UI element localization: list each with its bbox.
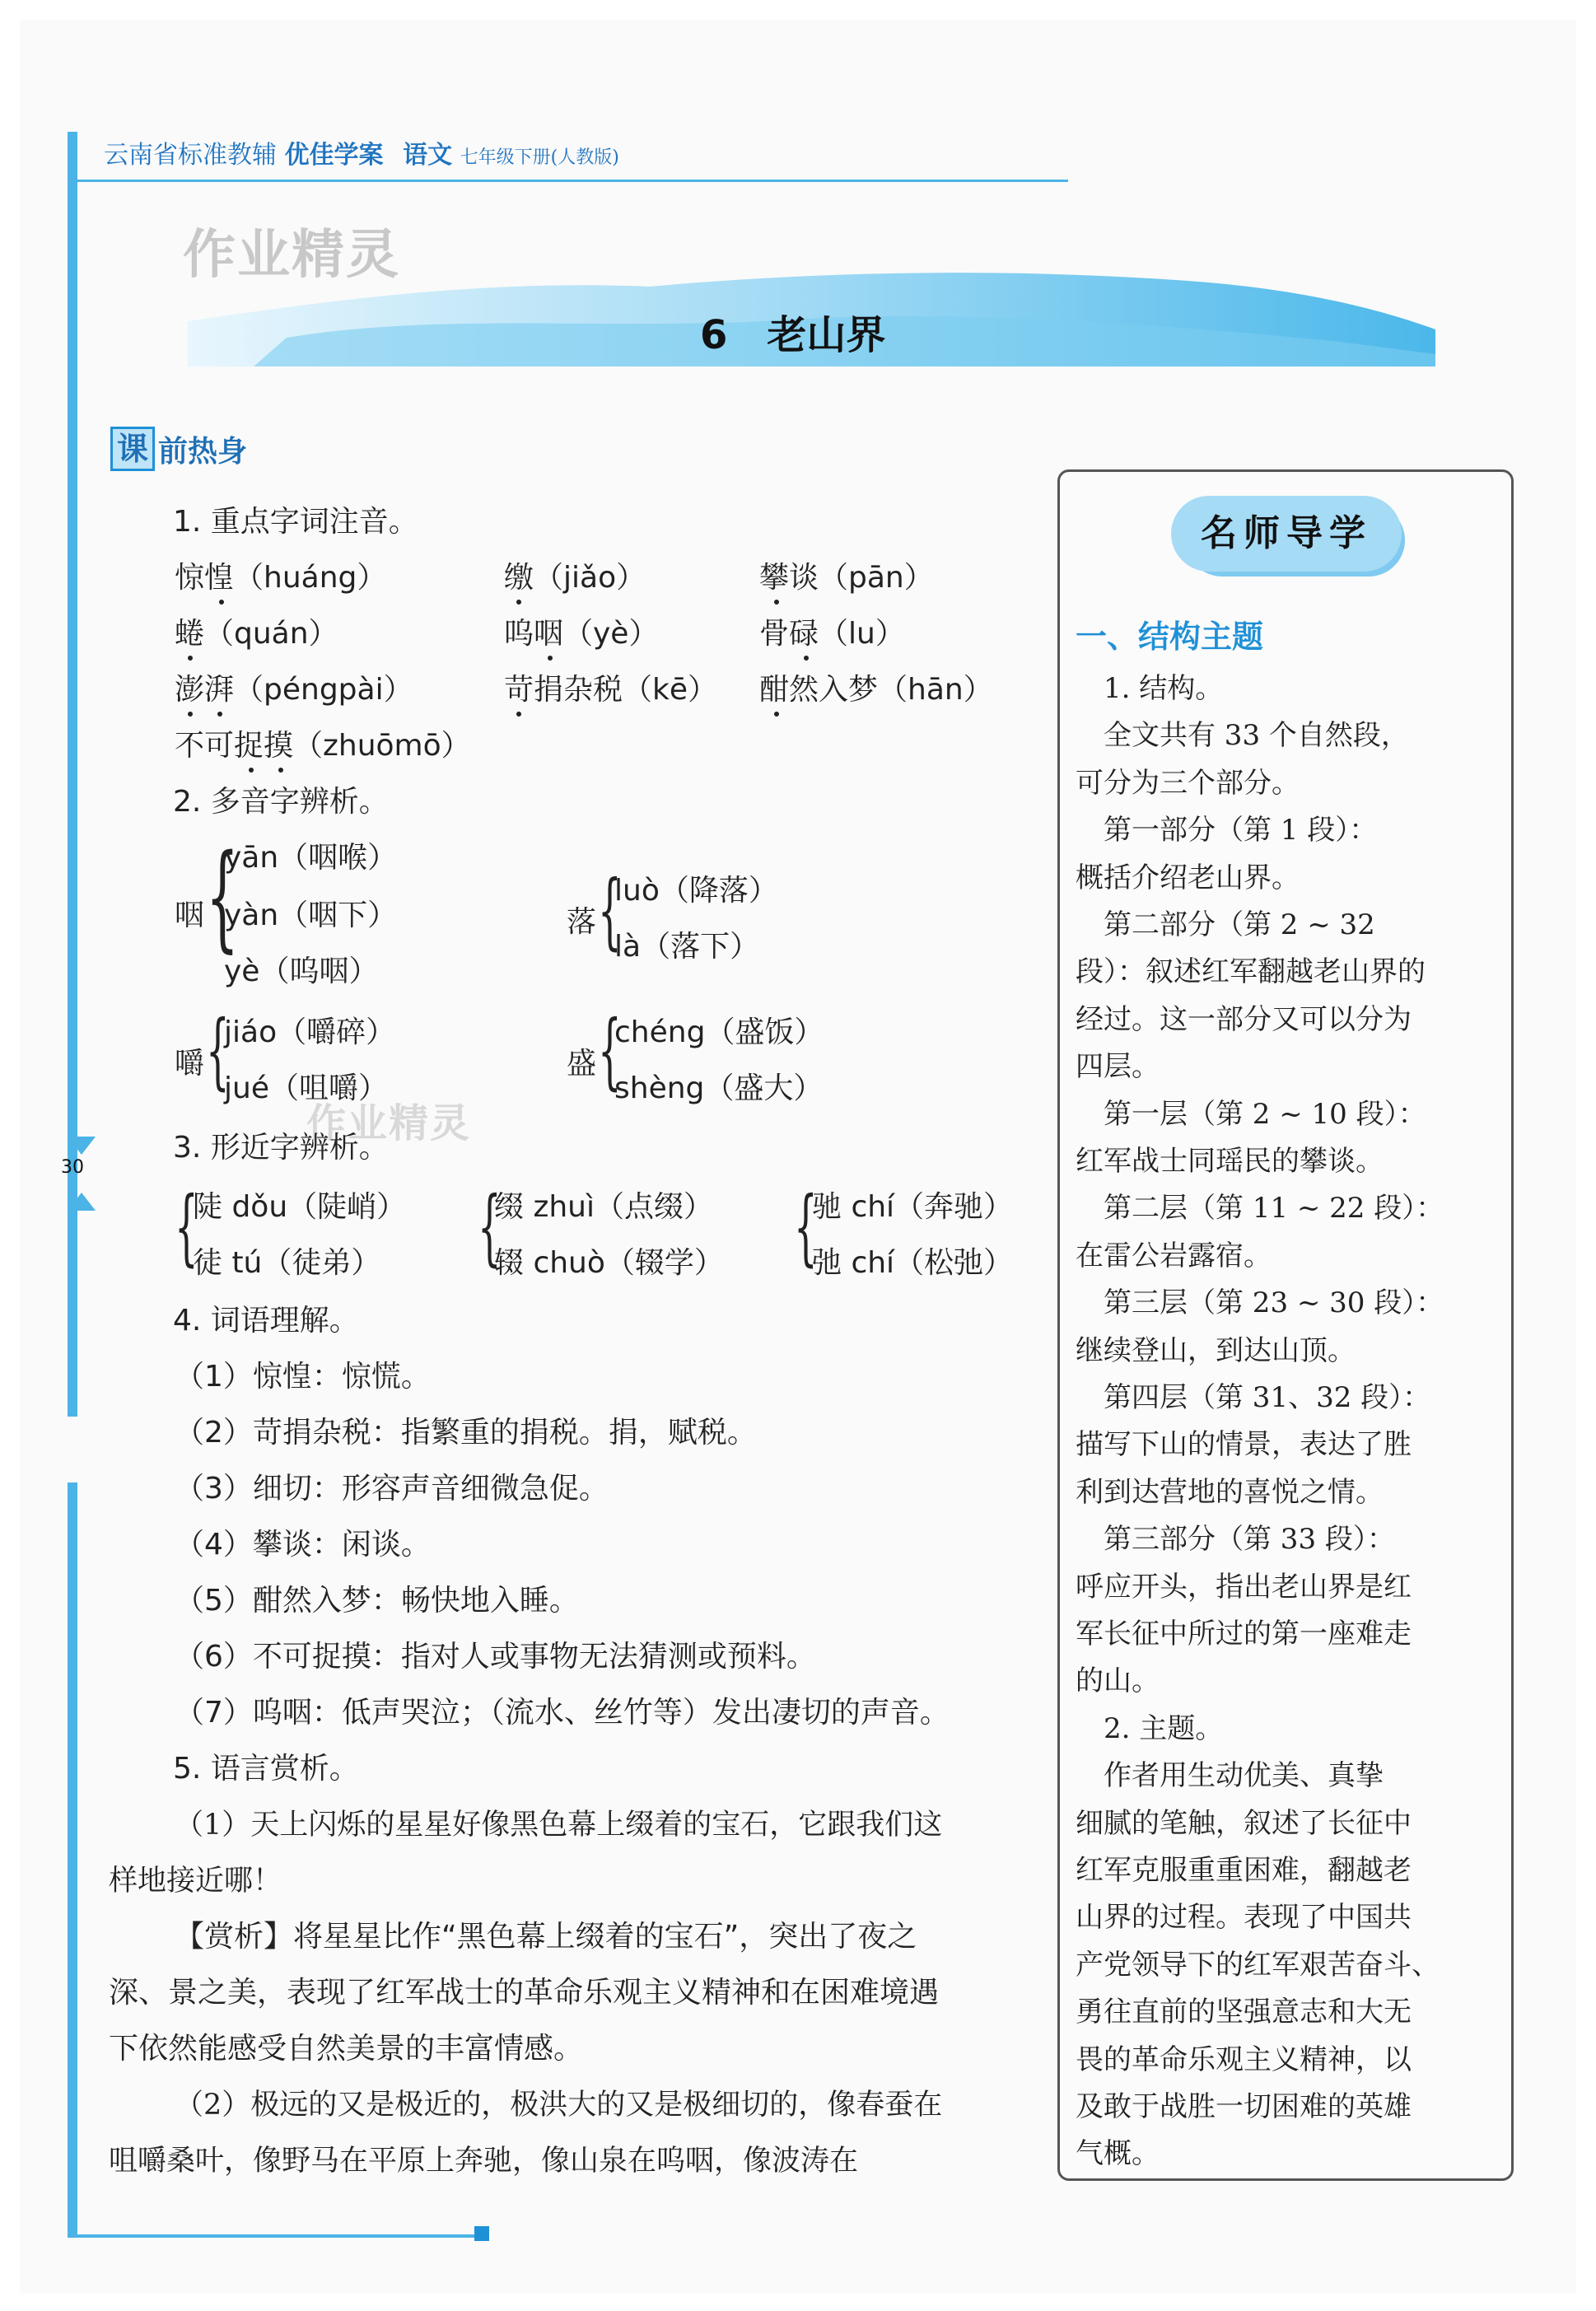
- brace: {: [175, 1179, 198, 1275]
- pinyin-item: 呜咽（yè）: [504, 617, 659, 651]
- vocab-item: （3）细切：形容声音细微急促。: [175, 1472, 609, 1506]
- polyphone-reading: yàn（咽下）: [224, 899, 398, 932]
- guide-line: 细腻的笔触，叙述了长征中: [1076, 1806, 1412, 1840]
- similar-item: 徒 tú（徒弟）: [193, 1246, 381, 1280]
- polyphone-reading: chéng（盛饭）: [614, 1015, 824, 1049]
- brace: {: [794, 1179, 818, 1275]
- pinyin-item: 蜷（quán）: [175, 617, 338, 651]
- guide-line: 第一部分（第 1 段）：: [1076, 814, 1378, 847]
- polyphone-reading: yān（咽喉）: [224, 841, 398, 875]
- section-heading: [110, 427, 247, 476]
- page-number-marker-top: [68, 1137, 96, 1155]
- quote-2-line: 咀嚼桑叶，像野马在平原上奔驰，像山泉在呜咽，像波涛在: [109, 2145, 859, 2178]
- similar-item: 弛 chí（松弛）: [812, 1246, 1014, 1280]
- guide-line: 勇往直前的坚强意志和大无: [1076, 1996, 1412, 2029]
- polyphone-char: 嚼: [175, 1047, 205, 1081]
- polyphone-reading: jué（咀嚼）: [224, 1071, 388, 1105]
- guide-line: 第一层（第 2 ~ 10 段）：: [1076, 1097, 1426, 1131]
- section-label: 前热身: [158, 434, 248, 469]
- brace: {: [206, 1002, 230, 1099]
- guide-line: 军长征中所过的第一座难走: [1076, 1618, 1412, 1650]
- guide-heading: 一、结构主题: [1076, 619, 1264, 655]
- vocab-item: （2）苛捐杂税：指繁重的捐税。捐，赋税。: [175, 1416, 757, 1450]
- pinyin-item: 攀谈（pān）: [759, 561, 934, 595]
- brace: {: [206, 830, 240, 964]
- guide-line: 利到达营地的喜悦之情。: [1076, 1475, 1384, 1509]
- header-subject: 语文: [403, 141, 453, 170]
- guide-line: 概括介绍老山界。: [1076, 861, 1300, 894]
- left-margin-bar-lower: [68, 1482, 77, 2236]
- guide-line: 描写下山的情景，表达了胜: [1076, 1428, 1412, 1462]
- quote-1-line: 样地接近哪！: [109, 1865, 282, 1898]
- header-grade: 七年级下册(人教版): [460, 147, 619, 168]
- header-series: 云南省标准教辅: [104, 141, 277, 170]
- running-header: [104, 134, 619, 170]
- guide-line: 第三层（第 23 ~ 30 段）：: [1076, 1286, 1444, 1320]
- vocab-item: （7）呜咽：低声哭泣；（流水、丝竹等）发出凄切的声音。: [175, 1696, 950, 1730]
- guide-line: 段）：叙述红军翻越老山界的: [1076, 955, 1426, 989]
- guide-line: 全文共有 33 个自然段，: [1076, 719, 1409, 753]
- polyphone-char: 落: [567, 905, 597, 939]
- guide-line: 可分为三个部分。: [1076, 766, 1300, 800]
- similar-item: 辍 chuò（辍学）: [494, 1246, 724, 1280]
- section-badge: 课: [110, 427, 155, 471]
- polyphone-char: 咽: [175, 899, 205, 932]
- header-book: 优佳学案: [284, 141, 384, 170]
- guide-line: 第三部分（第 33 段）：: [1076, 1523, 1395, 1557]
- guide-line: 四层。: [1076, 1050, 1160, 1084]
- quote-2-line: （2）极远的又是极近的，极洪大的又是极细切的，像春蚕在: [175, 2089, 943, 2122]
- guide-line: 畏的革命乐观主义精神，以: [1076, 2043, 1412, 2076]
- guide-line: 及敢于战胜一切困难的英雄: [1076, 2090, 1412, 2123]
- polyphone-reading: jiáo（嚼碎）: [224, 1015, 396, 1049]
- guide-line: 产党领导下的红军艰苦奋斗、: [1076, 1948, 1440, 1982]
- pinyin-item: 澎湃（péngpài）: [175, 673, 413, 707]
- pinyin-item: 缴（jiǎo）: [504, 561, 646, 595]
- polyphone-reading: shèng（盛大）: [614, 1071, 824, 1105]
- pinyin-item: 酣然入梦（hān）: [759, 673, 993, 707]
- pinyin-item: 骨碌（lu）: [759, 617, 905, 651]
- vocab-item: （5）酣然入梦：畅快地入睡。: [175, 1584, 579, 1618]
- guide-line: 第二部分（第 2 ~ 32: [1076, 908, 1375, 941]
- pinyin-item: 不可捉摸（zhuōmō）: [175, 729, 471, 763]
- polyphone-char: 盛: [567, 1047, 597, 1081]
- guide-line: 1. 结构。: [1076, 672, 1224, 705]
- similar-item: 缀 zhuì（点缀）: [494, 1190, 713, 1224]
- polyphone-heading: 2. 多音字辨析。: [173, 785, 389, 819]
- footer-rule: [68, 2234, 479, 2238]
- guide-line: 第二层（第 11 ~ 22 段）：: [1076, 1192, 1444, 1226]
- appreciation-heading: 5. 语言赏析。: [173, 1752, 359, 1786]
- analysis-1-line: 下依然能感受自然美景的丰富情感。: [109, 2032, 584, 2066]
- guide-line: 在雷公岩露宿。: [1076, 1239, 1272, 1272]
- page-number: 30: [61, 1157, 84, 1178]
- watermark-middle: 作业精灵: [306, 1100, 472, 1146]
- guide-line: 2. 主题。: [1076, 1711, 1224, 1745]
- guide-line: 作者用生动优美、真挚: [1076, 1759, 1384, 1793]
- left-margin-bar: [68, 132, 77, 1417]
- guide-line: 继续登山，到达山顶。: [1076, 1333, 1356, 1367]
- similar-item: 陡 dǒu（陡峭）: [193, 1190, 407, 1224]
- guide-line: 山界的过程。表现了中国共: [1076, 1901, 1412, 1935]
- polyphone-reading: yè（呜咽）: [224, 955, 379, 988]
- watermark-top: 作业精灵: [183, 225, 400, 286]
- quote-1-line: （1）天上闪烁的星星好像黑色幕上缀着的宝石，它跟我们这: [175, 1809, 943, 1842]
- similar-heading: 3. 形近字辨析。: [173, 1131, 389, 1165]
- guide-line: 气概。: [1076, 2137, 1160, 2171]
- vocab-item: （1）惊惶：惊慌。: [175, 1360, 431, 1394]
- lesson-title: 6 老山界: [700, 312, 886, 358]
- analysis-1-line: 深、景之美，表现了红军战士的革命乐观主义精神和在困难境遇: [109, 1976, 940, 2010]
- pinyin-heading: 1. 重点字词注音。: [173, 505, 418, 539]
- similar-item: 驰 chí（奔驰）: [812, 1190, 1014, 1224]
- vocab-item: （4）攀谈：闲谈。: [175, 1528, 431, 1562]
- polyphone-reading: luò（降落）: [614, 874, 778, 908]
- polyphone-reading: là（落下）: [614, 930, 760, 964]
- guide-line: 红军战士同瑶民的攀谈。: [1076, 1145, 1384, 1178]
- analysis-1-line: 【赏析】将星星比作“黑色幕上缀着的宝石”，突出了夜之: [175, 1920, 917, 1954]
- pinyin-item: 苛捐杂税（kē）: [504, 673, 717, 707]
- guide-badge: 名师导学: [1171, 496, 1402, 572]
- brace: {: [478, 1179, 502, 1275]
- guide-line: 第四层（第 31、32 段）：: [1076, 1381, 1431, 1414]
- pinyin-item: 惊惶（huáng）: [175, 561, 387, 595]
- guide-line: 经过。这一部分又可以分为: [1076, 1002, 1412, 1036]
- brace: {: [598, 1002, 622, 1099]
- footer-square: [474, 2226, 489, 2241]
- guide-line: 的山。: [1076, 1664, 1160, 1698]
- brace: {: [598, 862, 622, 959]
- guide-line: 红军克服重重困难，翻越老: [1076, 1854, 1412, 1887]
- vocab-heading: 4. 词语理解。: [173, 1304, 359, 1338]
- vocab-item: （6）不可捉摸：指对人或事物无法猜测或预料。: [175, 1640, 816, 1674]
- page-number-marker-bottom: [68, 1193, 96, 1211]
- header-rule: [68, 180, 1068, 182]
- guide-line: 呼应开头，指出老山界是红: [1076, 1570, 1412, 1604]
